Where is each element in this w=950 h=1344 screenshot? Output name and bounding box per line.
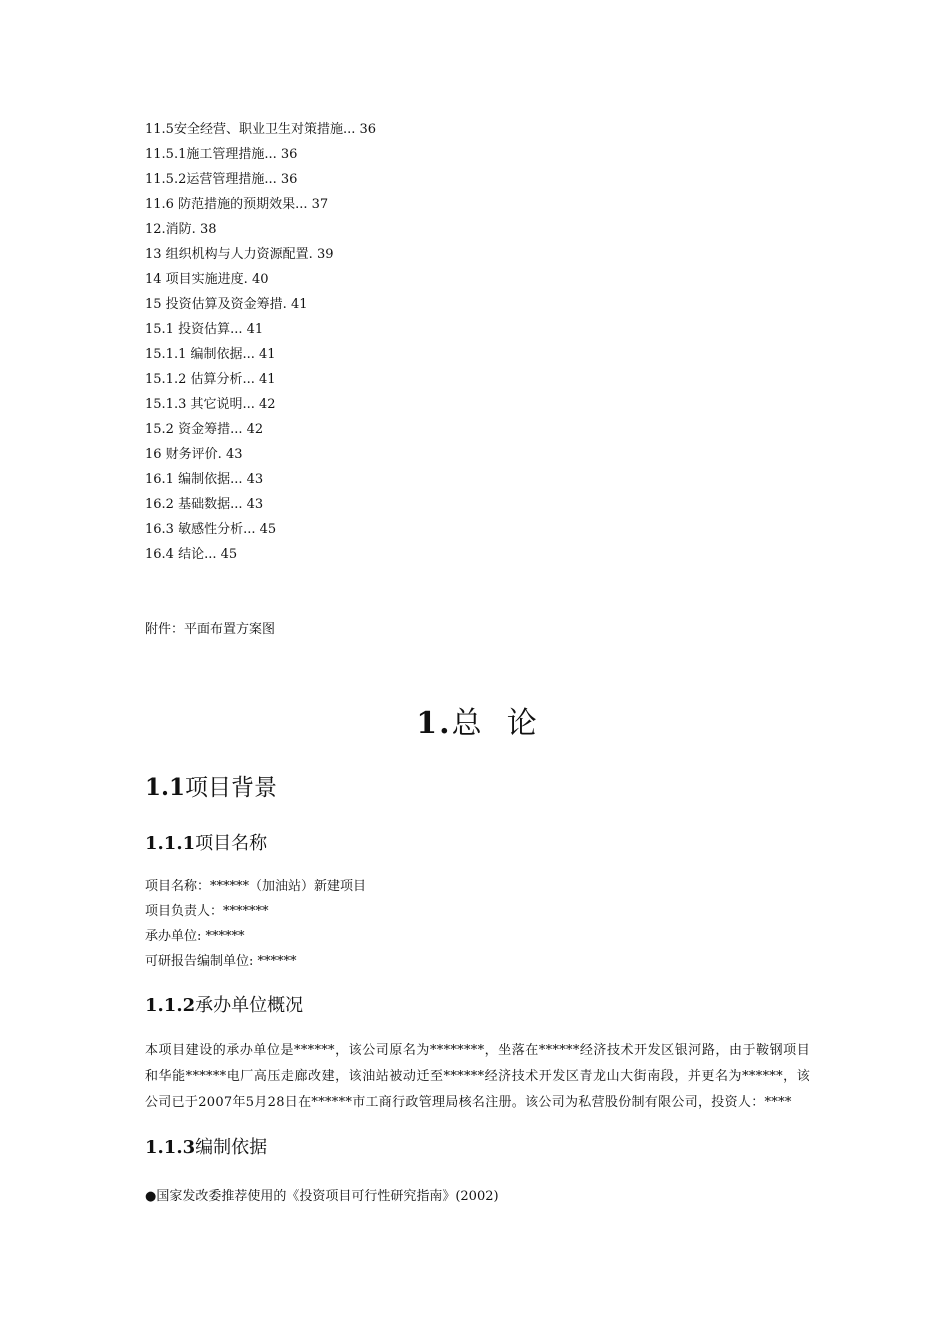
toc-item[interactable]: 11.5.2运营管理措施... 36: [145, 172, 298, 187]
project-info: [145, 874, 810, 974]
section-heading-1-1-1: [145, 822, 810, 866]
toc-item[interactable]: 16.1 编制依据... 43: [145, 472, 264, 487]
toc-item[interactable]: 11.5.1施工管理措施... 36: [145, 147, 298, 162]
chapter-title-text: 总 论: [451, 706, 539, 741]
toc-item[interactable]: 13 组织机构与人力资源配置. 39: [145, 247, 334, 262]
toc-item[interactable]: 15.1 投资估算... 41: [145, 322, 264, 337]
toc-item[interactable]: 15.1.3 其它说明... 42: [145, 397, 276, 412]
report-author-line: 可研报告编制单位: ******: [145, 954, 297, 969]
toc-item[interactable]: 11.5安全经营、职业卫生对策措施... 36: [145, 122, 377, 137]
section-title: 编制依据: [195, 1137, 268, 1158]
appendix-note: 附件：平面布置方案图: [145, 622, 276, 637]
toc-item[interactable]: 15.1.1 编制依据... 41: [145, 347, 276, 362]
section-number: 1.1.1: [145, 833, 196, 854]
project-name-line: 项目名称：******（加油站）新建项目: [145, 879, 367, 894]
toc-item[interactable]: 16.3 敏感性分析... 45: [145, 522, 277, 537]
section-number: 1.1.3: [145, 1137, 196, 1158]
toc-item[interactable]: 12.消防. 38: [145, 222, 217, 237]
toc-item[interactable]: 16 财务评价. 43: [145, 447, 243, 462]
chapter-title: [145, 694, 810, 754]
project-leader-line: 项目负责人：*******: [145, 904, 269, 919]
undertaking-unit-line: 承办单位: ******: [145, 929, 245, 944]
section-heading-1-1: [145, 764, 810, 812]
toc-item[interactable]: 15.1.2 估算分析... 41: [145, 372, 276, 387]
document-page: [145, 117, 810, 1209]
section-title: 项目背景: [185, 775, 278, 801]
toc-item[interactable]: 11.6 防范措施的预期效果... 37: [145, 197, 329, 212]
section-title: 承办单位概况: [195, 995, 304, 1016]
toc-item[interactable]: 16.4 结论... 45: [145, 547, 238, 562]
toc-item[interactable]: 15.2 资金筹措... 42: [145, 422, 264, 437]
section-number: 1.1.2: [145, 995, 196, 1016]
toc-item[interactable]: 15 投资估算及资金筹措. 41: [145, 297, 308, 312]
company-overview-paragraph: 本项目建设的承办单位是******，该公司原名为********，坐落在******经济技术开发区银河路，由于鞍钢项目和华能******电厂高压走廊改建，该油站被动迁至******经济技术开发区青龙山大街南段，并更名为******，该公司已于2007年5月28日在******市工商行政管理局核名注册。该公司为私营股份制有限公司，投资人：****: [145, 1043, 810, 1110]
toc-item[interactable]: 16.2 基础数据... 43: [145, 497, 264, 512]
section-number: 1.1: [145, 774, 186, 801]
chapter-number: 1.: [416, 706, 452, 741]
section-heading-1-1-2: [145, 984, 810, 1028]
section-title: 项目名称: [195, 833, 268, 854]
basis-bullet: ●国家发改委推荐使用的《投资项目可行性研究指南》(2002): [145, 1189, 499, 1204]
table-of-contents: [145, 117, 810, 567]
toc-item[interactable]: 14 项目实施进度. 40: [145, 272, 269, 287]
section-heading-1-1-3: [145, 1126, 810, 1170]
